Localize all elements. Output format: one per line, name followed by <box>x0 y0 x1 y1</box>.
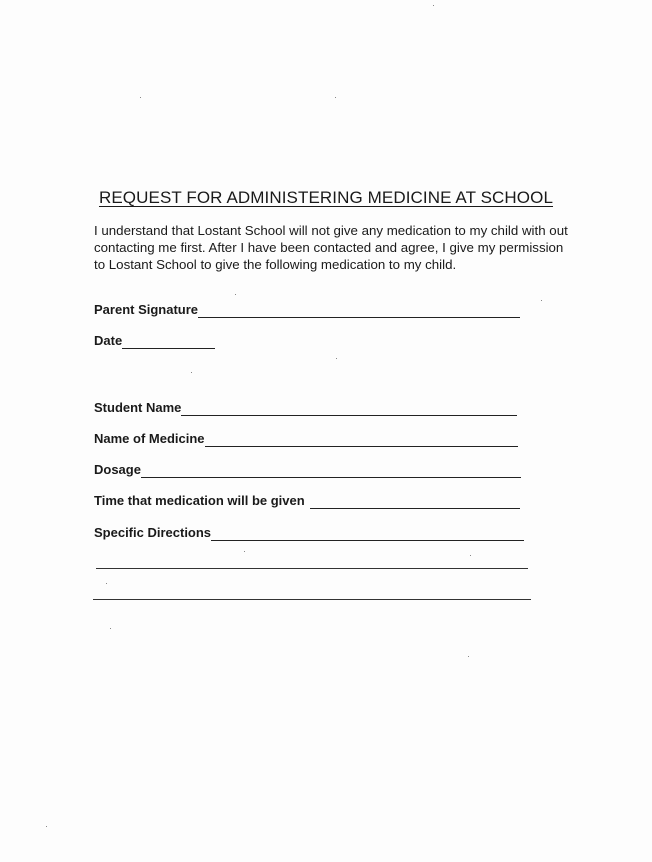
medicine-name-line[interactable] <box>205 432 518 447</box>
intro-line: to Lostant School to give the following medication to my child. <box>94 257 457 272</box>
parent-signature-line[interactable] <box>198 303 520 318</box>
scan-speck <box>191 372 192 373</box>
intro-line: contacting me first. After I have been contacted and agree, I give my permission <box>94 240 564 255</box>
scan-speck <box>46 826 47 827</box>
dosage-label: Dosage <box>94 462 141 477</box>
time-given-line[interactable] <box>310 494 520 509</box>
parent-signature-label: Parent Signature <box>94 302 199 317</box>
scan-speck <box>468 656 469 657</box>
parent-signature-field <box>94 300 520 318</box>
dosage-line[interactable] <box>141 463 521 478</box>
date-line[interactable] <box>122 334 215 349</box>
scan-speck <box>433 5 434 6</box>
scan-speck <box>244 551 245 552</box>
date-label: Date <box>94 333 123 348</box>
date-field <box>94 331 215 349</box>
intro-line: I understand that Lostant School will not give any medication to my child with out <box>94 223 568 238</box>
scan-speck <box>336 358 337 359</box>
student-name-field <box>94 398 517 416</box>
medicine-name-field <box>94 429 518 447</box>
scan-speck <box>110 628 111 629</box>
directions-extra-line[interactable] <box>93 599 531 600</box>
scan-speck <box>140 97 141 98</box>
student-name-line[interactable] <box>181 401 517 416</box>
scan-speck <box>470 555 471 556</box>
time-given-field <box>94 491 520 509</box>
form-title: REQUEST FOR ADMINISTERING MEDICINE AT SCHOOL <box>98 188 554 207</box>
scan-speck <box>541 300 542 301</box>
scan-speck <box>335 97 336 98</box>
specific-directions-line[interactable] <box>211 526 524 541</box>
intro-paragraph <box>94 222 574 273</box>
specific-directions-label: Specific Directions <box>94 525 212 540</box>
time-given-label: Time that medication will be given <box>94 493 305 508</box>
student-name-label: Student Name <box>94 400 182 415</box>
directions-extra-line[interactable] <box>96 568 528 569</box>
specific-directions-field <box>94 523 524 541</box>
dosage-field <box>94 460 521 478</box>
scan-speck <box>235 294 236 295</box>
medicine-name-label: Name of Medicine <box>94 431 205 446</box>
scan-speck <box>106 583 107 584</box>
